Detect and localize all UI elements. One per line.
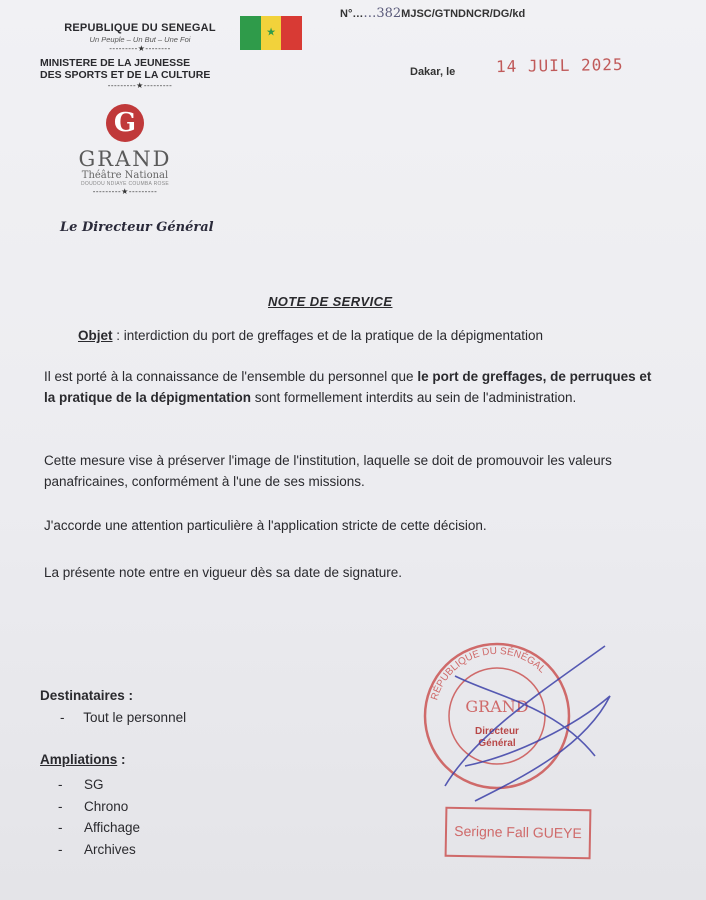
paragraph-1: [44, 366, 654, 408]
list-item: [58, 774, 140, 796]
separator: ---------★---------: [92, 187, 158, 196]
place-label: Dakar, le: [410, 66, 456, 78]
bullet: -: [58, 841, 63, 857]
copy-item-text: Affichage: [84, 820, 141, 835]
list-item: [58, 839, 140, 861]
official-stamp: [405, 636, 625, 816]
senegal-flag: [240, 16, 302, 50]
bullet: -: [60, 710, 65, 725]
ministry-line-2: DES SPORTS ET DE LA CULTURE: [40, 69, 211, 81]
recipient-text: Tout le personnel: [83, 710, 187, 725]
logo-tagline: DOUDOU NDIAYE COUMBA ROSE: [81, 181, 169, 187]
copies-colon: :: [117, 752, 126, 767]
star-icon: ★: [266, 26, 276, 39]
subject-text: : interdiction du port de greffages et de la pratique de la dépigmentation: [112, 328, 544, 343]
logo-letter: G: [113, 108, 137, 138]
stamp-center-line-1: Directeur: [475, 726, 519, 737]
signatory-title: Le Directeur Général: [60, 220, 214, 235]
document-title: NOTE DE SERVICE: [268, 294, 393, 309]
copies-list: [58, 774, 140, 860]
paragraph-3: J'accorde une attention particulière à l'application stricte de cette décision.: [44, 518, 487, 533]
logo-subtitle: Théâtre National: [81, 170, 169, 181]
paragraph-4: La présente note entre en vigueur dès sa date de signature.: [44, 565, 403, 580]
stamp-logo-text: GRAND: [465, 697, 529, 716]
paragraph-1-end: sont formellement interdits au sein de l'administration.: [251, 390, 577, 405]
ref-handwritten-number: …382: [363, 6, 402, 21]
grand-theatre-logo: [70, 104, 180, 196]
ref-suffix: MJSC/GTNDNCR/DG/kd: [401, 8, 526, 20]
separator: ---------★--------: [109, 44, 171, 53]
flag-green-band: [240, 16, 261, 50]
stamp-inner-ring: [449, 668, 545, 764]
logo-emblem: [106, 104, 144, 142]
date-stamp: 14 JUIL 2025: [495, 54, 624, 77]
subject-label: Objet: [78, 328, 113, 343]
copy-item-text: SG: [84, 777, 104, 792]
signer-name-stamp: Serigne Fall GUEYE: [445, 807, 592, 860]
stamp-ring-text: RÉPUBLIQUE DU SÉNÉGAL: [429, 645, 548, 702]
bullet: -: [58, 777, 63, 792]
ref-prefix: N°…: [340, 8, 364, 20]
national-motto: Un Peuple – Un But – Une Foi: [89, 35, 191, 44]
recipients-label: Destinataires :: [40, 688, 134, 703]
stamp-center-line-2: Général: [478, 738, 516, 749]
republic-title: REPUBLIQUE DU SENEGAL: [64, 22, 216, 34]
flag-red-band: [281, 16, 302, 50]
copy-item-text: Chrono: [84, 798, 129, 814]
copy-item-text: Archives: [84, 841, 136, 857]
bullet: -: [58, 820, 63, 835]
subject-line: [78, 328, 543, 343]
handwritten-signature: [445, 646, 610, 801]
separator: ---------★---------: [107, 81, 173, 90]
copies-label: [40, 752, 126, 767]
header-block: [40, 22, 240, 90]
paragraph-2: Cette mesure vise à préserver l'image de l'institution, laquelle se doit de promouvoir les valeurs panafricaines, conformément à l'une de ses missions.: [44, 453, 612, 489]
recipient-item: [60, 710, 186, 725]
logo-name: GRAND: [78, 147, 172, 171]
copies-label-text: Ampliations: [40, 752, 118, 767]
ministry-line-1: MINISTERE DE LA JEUNESSE: [40, 57, 191, 69]
paragraph-1-emphasis: le port de greffages, de perruques et la pratique de la dépigmentation: [44, 369, 652, 405]
list-item: [58, 796, 140, 818]
list-item: [58, 817, 140, 839]
reference-number: [340, 6, 525, 21]
paragraph-1-start: Il est porté à la connaissance de l'ensemble du personnel que: [44, 369, 418, 384]
flag-yellow-band: [261, 16, 282, 50]
bullet: -: [58, 798, 63, 814]
